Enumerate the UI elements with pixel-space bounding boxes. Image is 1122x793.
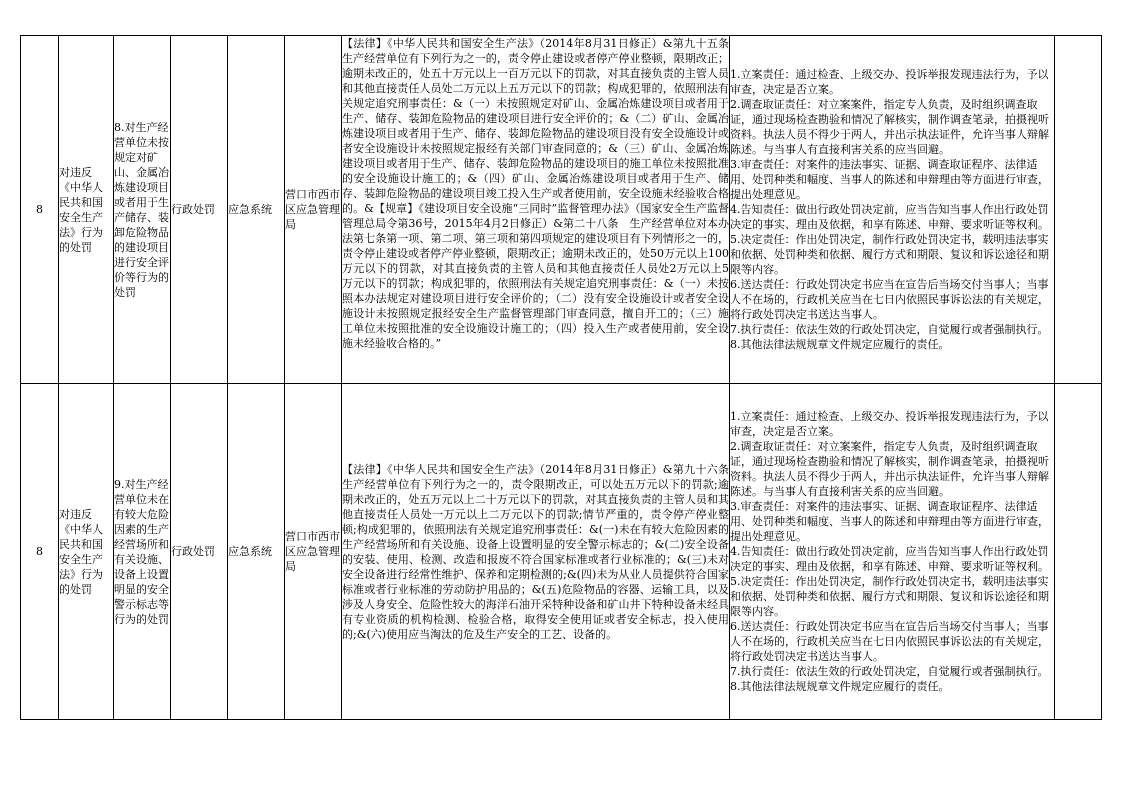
row-number: 8 bbox=[21, 36, 59, 384]
responsibility-item: 1.立案责任：通过检查、上级交办、投诉举报发现违法行为，予以审查，决定是否立案。 bbox=[730, 410, 1049, 438]
system-name: 应急系统 bbox=[228, 36, 285, 384]
responsibility-item: 4.告知责任：做出行政处罚决定前，应当告知当事人作出行政处罚决定的事实、理由及依据，和享有陈述、申辩、要求听证等权利。 bbox=[730, 203, 1049, 231]
table-row bbox=[21, 384, 1102, 720]
responsibility-item: 5.决定责任：作出处罚决定，制作行政处罚决定书，载明违法事实和依据、处罚种类和依据、履行方式和期限、复议和诉讼途径和期限等内容。 bbox=[730, 233, 1049, 276]
system-name: 应急系统 bbox=[228, 384, 285, 720]
power-type: 行政处罚 bbox=[171, 384, 228, 720]
table-row bbox=[21, 36, 1102, 384]
matter-name: 对违反《中华人民共和国安全生产法》行为的处罚 bbox=[59, 36, 114, 384]
responsibility-item: 6.送达责任：行政处罚决定书应当在宣告后当场交付当事人；当事人不在场的，行政机关应当在七日内依照民事诉讼法的有关规定，将行政处罚决定书送达当事人。 bbox=[730, 278, 1049, 321]
responsibility-list bbox=[730, 384, 1055, 720]
responsibility-list bbox=[730, 36, 1055, 384]
responsibility-item: 3.审查责任：对案件的违法事实、证据、调查取证程序、法律适用、处罚种类和幅度、当事人的陈述和申辩理由等方面进行审查，提出处理意见。 bbox=[730, 158, 1049, 201]
sub-item-name: 9.对生产经营单位未在有较大危险因素的生产经营场所和有关设施、设备上设置明显的安全警示标志等行为的处罚 bbox=[114, 384, 171, 720]
responsibility-item: 8.其他法律法规规章文件规定应履行的责任。 bbox=[730, 680, 950, 693]
responsibility-item: 7.执行责任：依法生效的行政处罚决定，自觉履行或者强制执行。 bbox=[730, 323, 1049, 336]
responsibility-item: 2.调查取证责任：对立案案件，指定专人负责，及时组织调查取证，通过现场检查勘验和情况了解核实，制作调查笔录，拍摄视听资料。执法人员不得少于两人，并出示执法证件，允许当事人辩解陈述。与当事人有直接利害关系的应当回避。 bbox=[730, 98, 1049, 156]
responsibility-item: 7.执行责任：依法生效的行政处罚决定，自觉履行或者强制执行。 bbox=[730, 665, 1049, 678]
sub-item-name: 8.对生产经营单位未按规定对矿山、金属冶炼建设项目或者用于生产储存、装卸危险物品的建设项目进行安全评价等行为的处罚 bbox=[114, 36, 171, 384]
responsibility-item: 1.立案责任：通过检查、上级交办、投诉举报发现违法行为，予以审查，决定是否立案。 bbox=[730, 68, 1049, 96]
power-list-table bbox=[20, 35, 1102, 720]
remarks-cell bbox=[1055, 384, 1102, 720]
responsibility-item: 2.调查取证责任：对立案案件，指定专人负责，及时组织调查取证，通过现场检查勘验和情况了解核实，制作调查笔录，拍摄视听资料。执法人员不得少于两人，并出示执法证件，允许当事人辩解陈述。与当事人有直接利害关系的应当回避。 bbox=[730, 440, 1049, 498]
responsibility-item: 4.告知责任：做出行政处罚决定前，应当告知当事人作出行政处罚决定的事实、理由及依据，和享有陈述、申辩、要求听证等权利。 bbox=[730, 545, 1049, 573]
responsibility-item: 3.审查责任：对案件的违法事实、证据、调查取证程序、法律适用、处罚种类和幅度、当事人的陈述和申辩理由等方面进行审查，提出处理意见。 bbox=[730, 500, 1049, 543]
power-type: 行政处罚 bbox=[171, 36, 228, 384]
implementing-body: 营口市西市区应急管理局 bbox=[285, 36, 342, 384]
legal-basis bbox=[342, 36, 730, 384]
matter-name: 对违反《中华人民共和国安全生产法》行为的处罚 bbox=[59, 384, 114, 720]
responsibility-item: 8.其他法律法规规章文件规定应履行的责任。 bbox=[730, 338, 950, 351]
row-number: 8 bbox=[21, 384, 59, 720]
legal-basis-text: 【法律】《中华人民共和国安全生产法》（2014年8月31日修正）&第九十五条 生产经营单位有下列行为之一的，责令停止建设或者停产停业整顿，限期改正；逾期未改正的，处五十万元以上一百万元以下的罚款，对其直接负责的主管人员和其他直接责任人员处二万元以上五万元以下的罚款；构成犯罪的，依照刑法有关规定追究刑事责任：&（一）未按照规定对矿山、金属冶炼建设项目或者用于生产、储存、装卸危险物品的建设项目进行安全评价的；&（二）矿山、金属冶炼建设项目或者用于生产、储存、装卸危险物品的建设项目没有安全设施设计或者安全设施设计未按照规定报经有关部门审查同意的；&（三）矿山、金属冶炼建设项目或者用于生产、储存、装卸危险物品的建设项目的施工单位未按照批准的安全设施设计施工的；&（四）矿山、金属冶炼建设项目或者用于生产、储存、装卸危险物品的建设项目竣工投入生产或者使用前，安全设施未经验收合格的。&【规章】《建设项目安全设施“三同时”监督管理办法》（国家安全生产监督管理总局令第36号，2015年4月2日修正）&第二十八条 生产经营单位对本办法第七条第一项、第二项、第三项和第四项规定的建设项目有下列情形之一的，责令停止建设或者停产停业整顿，限期改正；逾期未改正的，处50万元以上100万元以下的罚款，对其直接负责的主管人员和其他直接责任人员处2万元以上5万元以下的罚款；构成犯罪的，依照刑法有关规定追究刑事责任：&（一）未按照本办法规定对建设项目进行安全评价的；（二）没有安全设施设计或者安全设施设计未按照规定报经安全生产监督管理部门审查同意，擅自开工的；（三）施工单位未按照批准的安全设施设计施工的；（四）投入生产或者使用前，安全设施未经验收合格的。” bbox=[342, 37, 729, 350]
responsibility-item: 5.决定责任：作出处罚决定，制作行政处罚决定书，载明违法事实和依据、处罚种类和依据、履行方式和期限、复议和诉讼途径和期限等内容。 bbox=[730, 575, 1049, 618]
responsibility-item: 6.送达责任：行政处罚决定书应当在宣告后当场交付当事人；当事人不在场的，行政机关应当在七日内依照民事诉讼法的有关规定，将行政处罚决定书送达当事人。 bbox=[730, 620, 1049, 663]
remarks-cell bbox=[1055, 36, 1102, 384]
implementing-body: 营口市西市区应急管理局 bbox=[285, 384, 342, 720]
legal-basis: 【法律】《中华人民共和国安全生产法》（2014年8月31日修正）&第九十六条 生产经营单位有下列行为之一的，责令限期改正，可以处五万元以下的罚款;逾期未改正的，处五万元以上二十万元以下的罚款，对其直接负责的主管人员和其他直接责任人员处一万元以上二万元以下的罚款;情节严重的，责令停产停业整顿;构成犯罪的，依照刑法有关规定追究刑事责任：&(一)未在有较大危险因素的生产经营场所和有关设施、设备上设置明显的安全警示标志的；&(二)安全设备的安装、使用、检测、改造和报废不符合国家标准或者行业标准的；&(三)未对安全设备进行经常性维护、保养和定期检测的;&(四)未为从业人员提供符合国家标准或者行业标准的劳动防护用品的；&(五)危险物品的容器、运输工具，以及涉及人身安全、危险性较大的海洋石油开采特种设备和矿山井下特种设备未经具有专业资质的机构检测、检验合格，取得安全使用证或者安全标志，投入使用的;&(六)使用应当淘汰的危及生产安全的工艺、设备的。 bbox=[342, 384, 730, 720]
